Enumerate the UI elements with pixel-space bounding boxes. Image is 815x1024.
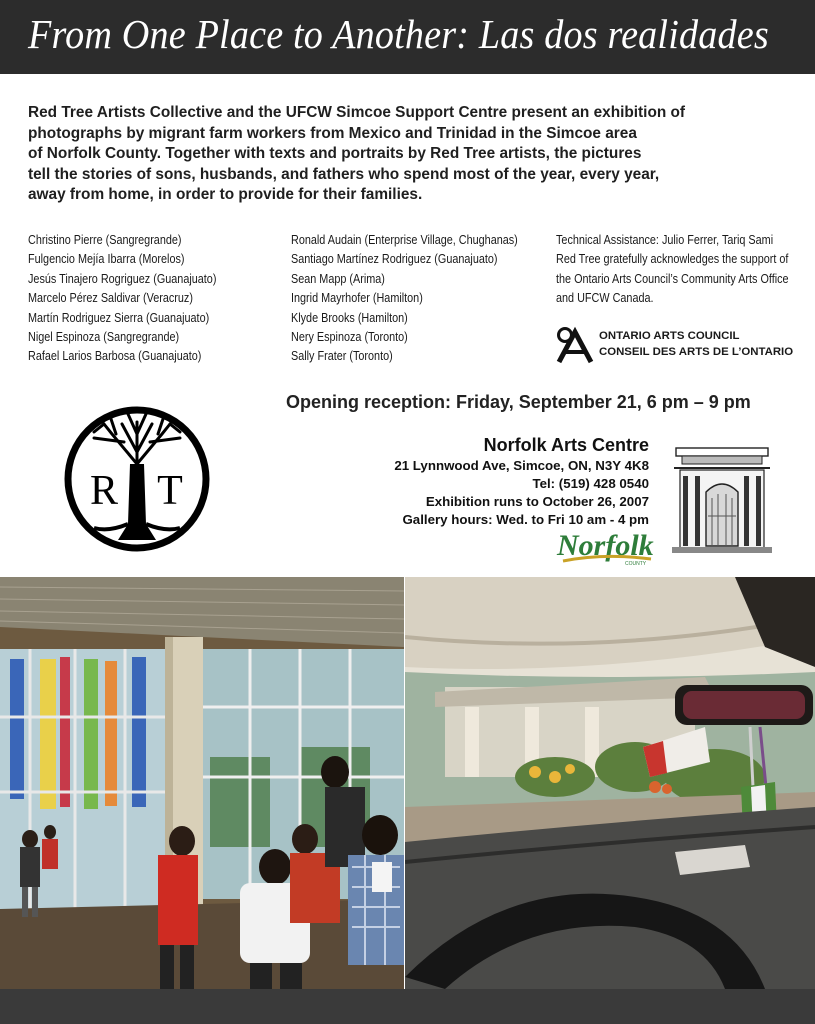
poster-title: From One Place to Another: Las dos realidades xyxy=(28,11,769,57)
venue-telephone: Tel: (519) 428 0540 xyxy=(532,476,649,491)
participants-column-2 xyxy=(291,231,555,367)
oac-logo-icon xyxy=(556,326,596,366)
participant-name: Jesús Tinajero Rogriguez (Guanajuato) xyxy=(28,271,217,286)
technical-assistance: Technical Assistance: Julio Ferrer, Tariq Sami xyxy=(556,233,774,247)
participants-column-1 xyxy=(28,231,247,367)
norfolk-county-logo xyxy=(555,523,655,569)
exhibition-dates: Exhibition runs to October 26, 2007 xyxy=(425,494,649,509)
venue-address: 21 Lynnwood Ave, Simcoe, ON, N3Y 4K8 xyxy=(394,458,649,473)
venue-name: Norfolk Arts Centre xyxy=(483,435,649,455)
svg-text:Norfolk: Norfolk xyxy=(557,529,654,562)
acknowledgement-line: and UFCW Canada. xyxy=(556,291,654,306)
logo-letter-r: R xyxy=(89,468,119,514)
participant-name: Santiago Martínez Rodriguez (Guanajuato) xyxy=(291,252,498,267)
intro-paragraph xyxy=(28,103,798,206)
participant-name: Martín Rodriguez Sierra (Guanajuato) xyxy=(28,310,210,325)
svg-text:COUNTY: COUNTY xyxy=(625,561,647,567)
participant-name: Sally Frater (Toronto) xyxy=(291,349,393,364)
participant-name: Fulgencio Mejía Ibarra (Morelos) xyxy=(28,252,185,267)
oac-name-english: ONTARIO ARTS COUNCIL xyxy=(599,330,740,342)
oac-name-french: CONSEIL DES ARTS DE L’ONTARIO xyxy=(599,346,794,358)
footer-bar xyxy=(0,989,815,1024)
venue-info xyxy=(394,433,649,529)
acknowledgements-column xyxy=(556,231,815,309)
photo-view-through-windshield xyxy=(405,577,815,989)
participant-name: Ingrid Mayrhofer (Hamilton) xyxy=(291,291,423,306)
arts-centre-building-illustration xyxy=(672,446,772,554)
participant-name: Nigel Espinoza (Sangregrande) xyxy=(28,330,180,345)
participant-name: Sean Mapp (Arima) xyxy=(291,271,385,286)
photo-workers-at-entrance xyxy=(0,577,404,989)
participant-name: Nery Espinoza (Toronto) xyxy=(291,330,408,345)
participant-name: Klyde Brooks (Hamilton) xyxy=(291,310,408,325)
opening-reception: Opening reception: Friday, September 21, 6 pm – 9 pm xyxy=(286,392,751,412)
header-bar xyxy=(0,0,815,74)
intro-line: of Norfolk County. Together with texts and portraits by Red Tree artists, the pictures xyxy=(28,145,642,162)
participant-name: Christino Pierre (Sangregrande) xyxy=(28,233,182,247)
acknowledgement-line: Red Tree gratefully acknowledges the support of xyxy=(556,252,789,267)
acknowledgement-line: the Ontario Arts Council’s Community Arts Office xyxy=(556,271,789,286)
logo-letter-t: T xyxy=(157,468,183,514)
participant-name: Rafael Larios Barbosa (Guanajuato) xyxy=(28,349,202,364)
participant-name: Marcelo Pérez Saldivar (Veracruz) xyxy=(28,291,193,306)
intro-line: tell the stories of sons, husbands, and fathers who spend most of the year, every year, xyxy=(28,165,660,183)
intro-line: away from home, in order to provide for their families. xyxy=(28,186,423,203)
intro-line: photographs by migrant farm workers from Mexico and Trinidad in the Simcoe area xyxy=(28,124,637,142)
gallery-hours: Gallery hours: Wed. to Fri 10 am - 4 pm xyxy=(402,512,649,527)
intro-line: Red Tree Artists Collective and the UFCW Simcoe Support Centre present an exhibition of xyxy=(28,104,686,121)
red-tree-logo xyxy=(64,404,210,554)
participant-name: Ronald Audain (Enterprise Village, Chughanas) xyxy=(291,233,518,247)
